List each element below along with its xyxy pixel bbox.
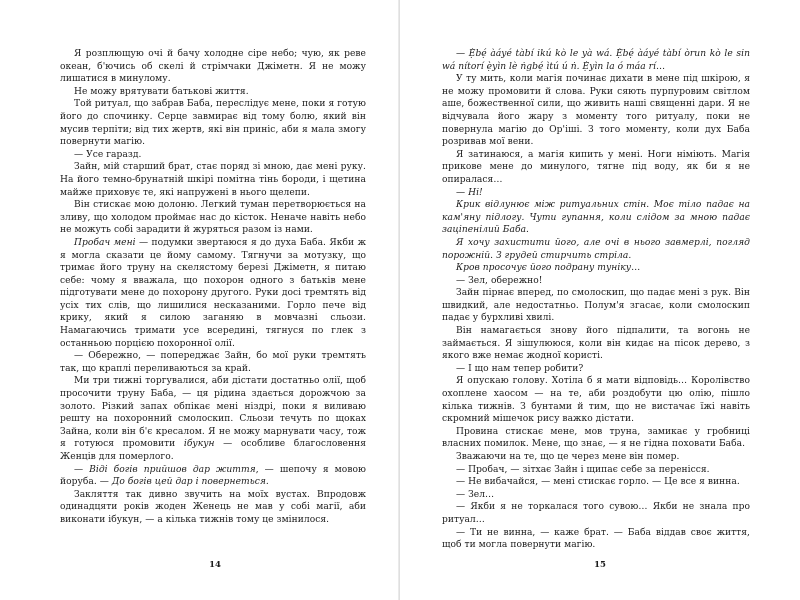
paragraph: — Обережно, — попереджає Зайн, бо мої руки тремтять так, що краплі переливаються за край. bbox=[60, 351, 366, 374]
italic-incantation: Віді богів прийшов дар життя bbox=[89, 464, 256, 475]
paragraph: Закляття так дивно звучить на моїх вустах. Впродовж одинадцяти років жоден Женець не мав у собі магії, аби виконати ібукун, — а кілька тижнів тому це змінилося. bbox=[60, 489, 366, 525]
paragraph: Той ритуал, що забрав Баба, переслідує мене, поки я готую його до спочинку. Серце завмирає від тому болю, який він мусив терпіти; від тих жертв, які він приніс, аби я мала змогу повернути магію. bbox=[60, 99, 366, 148]
paragraph: Кров просочує його подрану туніку… bbox=[456, 263, 641, 274]
paragraph: Зважаючи на те, що це через мене він помер. bbox=[456, 452, 680, 462]
paragraph: Провина стискає мене, мов труна, замикає у гробниці власних помилок. Мене, що знає, — я не гідна поховати Баба. bbox=[442, 426, 750, 450]
paragraph: — Усе гаразд. bbox=[74, 149, 142, 160]
paragraph: Зайн пірнає вперед, по смолоскип, що падає мені з рук. Він швидкий, але недостатньо. Полум'я згасає, коли смолоскип падає у бурхливі хвилі. bbox=[442, 288, 750, 324]
paragraph: — І що нам тепер робити? bbox=[456, 363, 584, 374]
paragraph: Він стискає мою долоню. Легкий туман перетворюється на зливу, що холодом проймає нас до кісток. Неначе навіть небо не можуть собі зарадити й журяться разом із нами. bbox=[60, 200, 366, 236]
paragraph: — Ẹ̀bẹ́ àáyé tàbí ikú kò le yà wá. Ẹ̀bẹ́ àáyé tàbí òrun kò le sin wá nítorí ẹ̀yìn lè ṅgbẹ́ ìtú ú ṅ. Ẹ̀yìn la ó máa rí… bbox=[442, 49, 750, 72]
paragraph: — Зел… bbox=[456, 489, 495, 500]
paragraph: Я опускаю голову. Хотіла б я мати відповідь… Королівство охоплене хаосом — на те, аби роздобути цю олію, пішло кілька тижнів. З бунтами й тим, що не вистачає їжі навіть скромний мішечок рису важко дістати. bbox=[442, 376, 750, 425]
paragraph: У ту мить, коли магія починає дихати в мене під шкірою, я не можу промовити й слова. Руки сяють пурпуровим світлом аше, божественної сили, що живить наші священні дари. Я не відчувала його жару з моменту того ритуалу, поки не повернула магію до Ор'іші. З того моменту, коли дух Баба розривав мої вени. bbox=[442, 74, 750, 148]
paragraph: Я розплющую очі й бачу холодне сіре небо; чую, як реве океан, б'ючись об скелі й стрімчаки Джіметн. Я не можу лишатися в минулому. bbox=[60, 49, 366, 85]
paragraph: Не можу врятувати батькові життя. bbox=[74, 86, 249, 97]
paragraph: Я затинаюся, а магія кипить у мені. Ноги німіють. Магія прикове мене до минулого, тягне під воду, як би я не опиралася… bbox=[442, 149, 750, 185]
paragraph: Він намагається знову його підпалити, та вогонь не займається. Я зішулююся, коли він кидає на пісок дерево, з якого вже немає жодної користі. bbox=[442, 326, 750, 362]
paragraph: — Ти не винна, — каже брат. — Баба віддав своє життя, щоб ти могла повернути магію. bbox=[442, 527, 750, 551]
right-page bbox=[400, 0, 800, 600]
paragraph: Пробач мені — подумки звертаюся я до духа Баба. Якби ж я могла сказати це йому самому. Тягнучи за мотузку, що тримає його труну на скелястому березі Джіметн, я питаю себе: чому я вважала, що похорон одного з батьків мене підготувати мене до похорону другого. Руки досі тремтять від усіх тих слів, що лишилися несказаними. Горло пече від крику, який я силою заганяю в мовчазні сльози. Намагаючись тримати усе всередині, тягнуся по глек з останньою порцією похоронної олії. bbox=[60, 237, 366, 349]
paragraph: — Зел, обережно! bbox=[456, 275, 543, 286]
right-page-text bbox=[442, 48, 750, 552]
paragraph: Ми три тижні торгувалися, аби дістати достатньо олії, щоб просочити труну Баба, — ця рідина здається дорожчою за золото. Різкий запах обпікає мені ніздрі, поки я виливаю решту на похоронний смолоскип. Сльози течуть по щоках Зайна, коли він б'є кресалом. Я не можу марнувати часу, тож я готуюся промовити ібукун — особливе благословення Женців для померлого. bbox=[60, 376, 366, 462]
left-page-text bbox=[60, 48, 366, 527]
paragraph: Крик відлунює між ритуальних стін. Моє тіло падає на кам'яну підлогу. Чути гупання, коли слідом за мною падає заціпенілий Баба. bbox=[442, 200, 750, 236]
paragraph: — Якби я не торкалася того сувою… Якби не знала про ритуал… bbox=[442, 502, 750, 525]
paragraph: — Ні! bbox=[456, 187, 483, 198]
italic-incantation: До богів цей дар і повернеться. bbox=[111, 477, 269, 488]
paragraph: — Пробач, — зітхає Зайн і щипає себе за перенісся. bbox=[456, 464, 710, 475]
italic-term: ібукун bbox=[183, 439, 215, 450]
page-number: 15 bbox=[594, 560, 606, 570]
paragraph: — Не вибачайся, — мені стискає горло. — Це все я винна. bbox=[456, 477, 740, 488]
italic-thought: Пробач мені bbox=[74, 237, 136, 248]
paragraph: Я хочу захистити його, але очі в нього завмерлі, погляд порожній. З грудей стирчить стріла. bbox=[442, 237, 750, 261]
paragraph: Зайн, мій старший брат, стає поряд зі мною, дає мені руку. На його темно-брунатній шкірі помітна тінь бороди, і щетина майже приховує те, які напружені в нього щелепи. bbox=[60, 162, 366, 198]
paragraph: — Віді богів прийшов дар життя, — шепочу я мовою йоруба. — До богів цей дар і повернеться. bbox=[60, 464, 366, 488]
page-number: 14 bbox=[209, 560, 221, 570]
